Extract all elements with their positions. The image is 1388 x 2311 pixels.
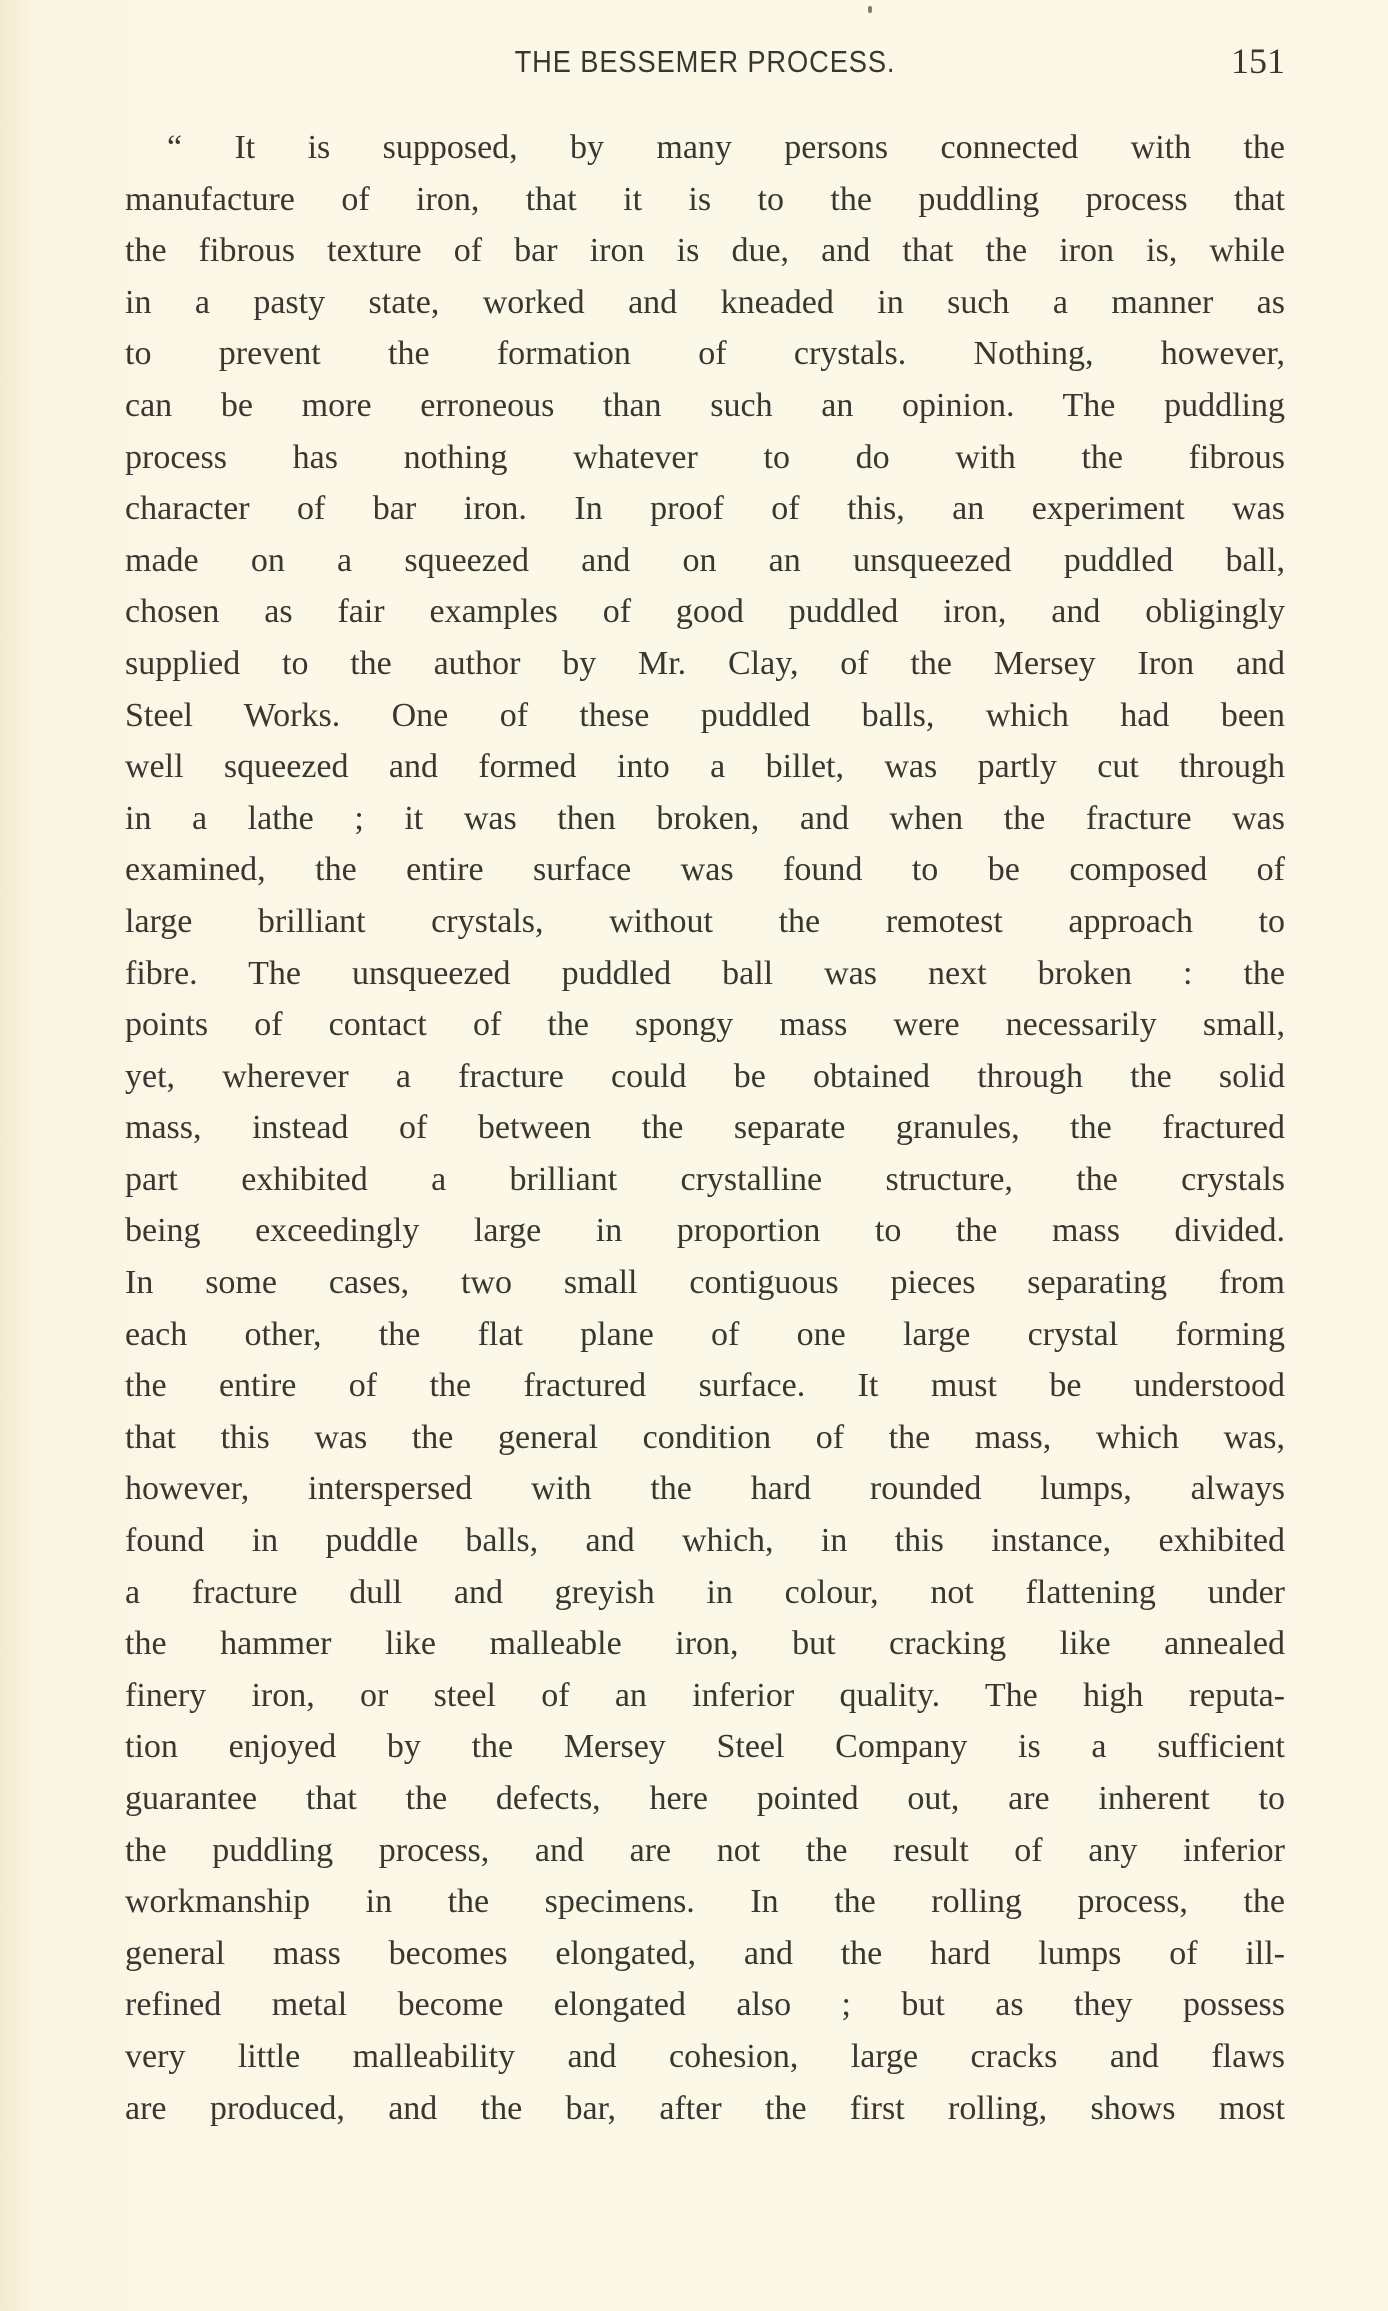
text-line: guarantee that the defects, here pointed out, are inherent to [125,1780,1285,1817]
text-line: made on a squeezed and on an unsqueezed puddled ball, [125,541,1285,579]
text-line: yet, wherever a fracture could be obtained through the solid [125,1057,1285,1095]
body-text [125,122,1285,2134]
text-line: in a pasty state, worked and kneaded in such a manner as [125,283,1285,321]
text-line: each other, the flat plane of one large crystal forming [125,1315,1285,1353]
text-line: supplied to the author by Mr. Clay, of the Mersey Iron and [125,644,1285,682]
text-line: manufacture of iron, that it is to the puddling process that [125,180,1285,218]
running-title: THE BESSEMER PROCESS. [514,44,896,79]
text-line: to prevent the formation of crystals. Nothing, however, [125,335,1285,373]
text-line: that this was the general condition of the mass, which was, [125,1418,1285,1456]
text-line: well squeezed and formed into a billet, was partly cut through [125,748,1285,786]
page-number: 151 [1231,41,1285,81]
text-line: workmanship in the specimens. In the rolling process, the [125,1883,1285,1921]
text-line: large brilliant crystals, without the remotest approach to [125,902,1285,940]
text-line: however, interspersed with the hard rounded lumps, always [125,1470,1285,1508]
text-line: refined metal become elongated also ; but as they possess [125,1986,1285,2024]
text-line: tion enjoyed by the Mersey Steel Company is a sufficient [125,1728,1285,1766]
text-line: finery iron, or steel of an inferior quality. The high reputa- [125,1676,1285,1714]
print-speck [868,6,872,13]
text-line: the hammer like malleable iron, but cracking like annealed [125,1625,1285,1663]
text-line: character of bar iron. In proof of this, an experiment was [125,490,1285,528]
text-line: the entire of the fractured surface. It must be understood [125,1367,1285,1405]
text-line: found in puddle balls, and which, in this instance, exhibited [125,1522,1285,1560]
text-line: In some cases, two small contiguous pieces separating from [125,1264,1285,1302]
text-line: a fracture dull and greyish in colour, not flattening under [125,1573,1285,1611]
text-line: the fibrous texture of bar iron is due, and that the iron is, while [125,232,1285,270]
text-line: part exhibited a brilliant crystalline structure, the crystals [125,1160,1285,1198]
text-line: chosen as fair examples of good puddled iron, and obligingly [125,593,1285,631]
text-line: the puddling process, and are not the result of any inferior [125,1831,1285,1869]
text-line: general mass becomes elongated, and the hard lumps of ill- [125,1934,1285,1972]
text-line: “ It is supposed, by many persons connected with the [167,129,1285,166]
text-line: being exceedingly large in proportion to the mass divided. [125,1212,1285,1250]
page-header [125,40,1285,80]
text-line: mass, instead of between the separate granules, the fractured [125,1109,1285,1147]
text-line: Steel Works. One of these puddled balls, which had been [125,696,1285,734]
text-line: are produced, and the bar, after the first rolling, shows most [125,2089,1285,2127]
text-line: examined, the entire surface was found to be composed of [125,851,1285,889]
text-line: process has nothing whatever to do with the fibrous [125,438,1285,476]
text-line: in a lathe ; it was then broken, and when the fracture was [125,799,1285,837]
text-line: very little malleability and cohesion, large cracks and flaws [125,2037,1285,2075]
text-line: fibre. The unsqueezed puddled ball was next broken : the [125,954,1285,992]
text-line: can be more erroneous than such an opinion. The puddling [125,386,1285,424]
text-line: points of contact of the spongy mass were necessarily small, [125,1006,1285,1044]
